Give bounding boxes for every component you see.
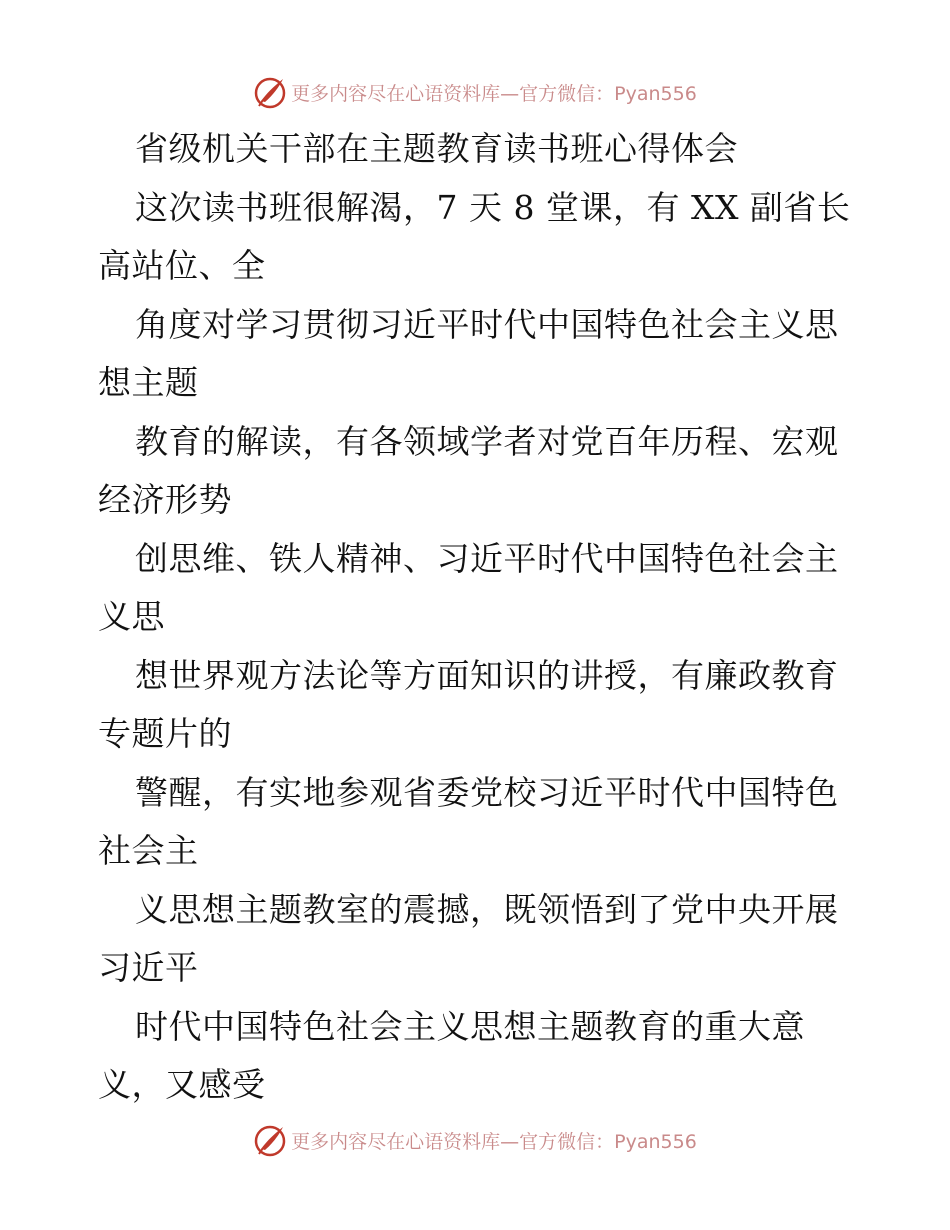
text-line: 义思 xyxy=(98,597,165,636)
text-line: 警醒，有实地参观省委党校习近平时代中国特色 xyxy=(135,772,839,812)
banner-wechat-id: Pyan556 xyxy=(614,1130,697,1153)
text-line: 专题片的 xyxy=(98,714,232,753)
document-title: 省级机关干部在主题教育读书班心得体会 xyxy=(135,129,738,168)
text-line: 想主题 xyxy=(98,363,199,402)
document-body xyxy=(98,120,858,1115)
banner-text xyxy=(291,79,697,106)
text-line: 想世界观方法论等方面知识的讲授，有廉政教育 xyxy=(135,655,839,695)
banner-wechat-id: Pyan556 xyxy=(614,82,697,105)
footer-banner xyxy=(0,1118,950,1162)
quill-pen-logo-icon xyxy=(253,1123,287,1157)
text-line: 习近平 xyxy=(98,948,199,987)
text-line: 教育的解读，有各领域学者对党百年历程、宏观 xyxy=(135,421,839,461)
text-line: 社会主 xyxy=(98,831,199,870)
text-line: 经济形势 xyxy=(98,480,232,519)
text-line: 高站位、全 xyxy=(98,246,266,285)
banner-text xyxy=(291,1127,697,1154)
text-line: 义思想主题教室的震撼，既领悟到了党中央开展 xyxy=(135,889,839,929)
banner-brand-text: 更多内容尽在心语资料库—官方微信： xyxy=(291,82,615,105)
header-banner xyxy=(0,70,950,114)
text-line: 创思维、铁人精神、习近平时代中国特色社会主 xyxy=(135,538,839,578)
text-line: 角度对学习贯彻习近平时代中国特色社会主义思 xyxy=(135,304,839,344)
quill-pen-logo-icon xyxy=(253,75,287,109)
text-line: 义，又感受 xyxy=(98,1065,266,1104)
text-line: 这次读书班很解渴，7 天 8 堂课，有 XX 副省长 xyxy=(135,187,851,227)
banner-brand-text: 更多内容尽在心语资料库—官方微信： xyxy=(291,1130,615,1153)
text-line: 时代中国特色社会主义思想主题教育的重大意 xyxy=(135,1006,805,1046)
